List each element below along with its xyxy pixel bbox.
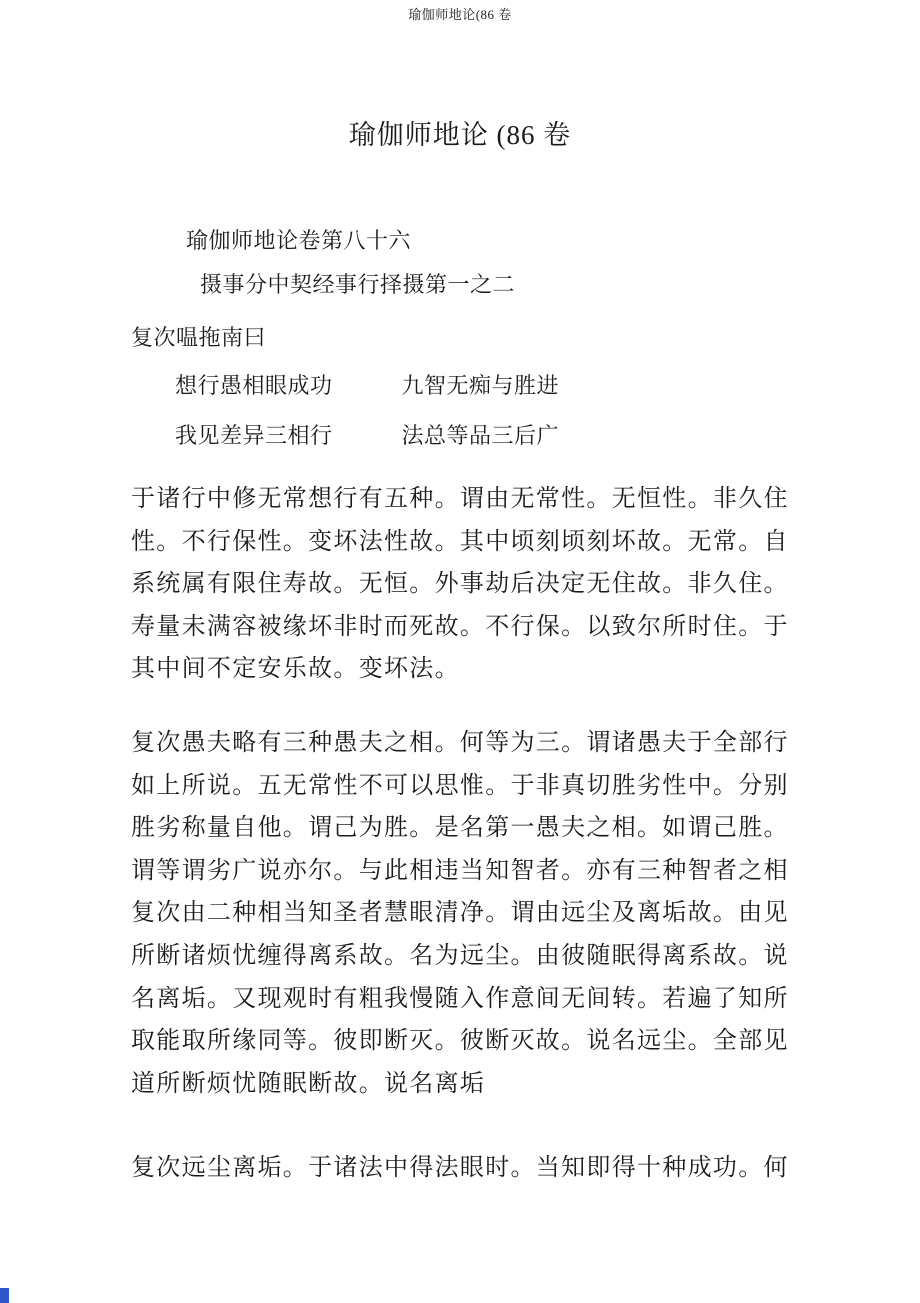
running-header-text: 瑜伽师地论(86 卷 bbox=[408, 7, 512, 22]
text-line: 胜劣称量自他。谓己为胜。是名第一愚夫之相。如谓己胜。 bbox=[131, 815, 789, 842]
verse-1-right: 九智无痴与胜进 bbox=[401, 373, 560, 398]
verse-2-left: 我见差异三相行 bbox=[175, 423, 333, 448]
verse-1-left: 想行愚相眼成功 bbox=[175, 373, 333, 398]
verse-2-right: 法总等品三后广 bbox=[401, 423, 560, 448]
text-line: 系统属有限住寿故。无恒。外事劫后决定无住故。非久住。 bbox=[131, 571, 789, 598]
text-line: 道所断烦忧随眠断故。说名离垢 bbox=[131, 1070, 486, 1097]
text-line: 于诸行中修无常想行有五种。谓由无常性。无恒性。非久住 bbox=[131, 486, 789, 512]
text-line: 性。不行保性。变坏法性故。其中顷刻顷刻坏故。无常。自 bbox=[131, 528, 789, 555]
uddana-intro: 复次嗢拖南曰 bbox=[131, 325, 267, 350]
verse-line-1 bbox=[175, 369, 559, 400]
section-heading: 摄事分中契经事行择摄第一之二 bbox=[200, 272, 516, 297]
text-line: 其中间不定安乐故。变坏法。 bbox=[131, 656, 460, 683]
text-line: 复次远尘离垢。于诸法中得法眼时。当知即得十种成功。何 bbox=[131, 1155, 789, 1181]
chapter-heading: 瑜伽师地论卷第八十六 bbox=[186, 228, 412, 253]
running-header bbox=[0, 4, 920, 23]
paragraph-3 bbox=[131, 1147, 803, 1190]
text-line: 谓等谓劣广说亦尔。与此相违当知智者。亦有三种智者之相 bbox=[131, 857, 789, 884]
text-line: 取能取所缘同等。彼即断灭。彼断灭故。说名远尘。全部见 bbox=[131, 1028, 789, 1055]
text-line: 复次由二种相当知圣者慧眼清净。谓由远尘及离垢故。由见 bbox=[131, 900, 789, 927]
text-line: 所断诸烦忧缠得离系故。名为远尘。由彼随眠得离系故。说 bbox=[131, 942, 789, 969]
paragraph-1 bbox=[131, 478, 803, 691]
text-line: 如上所说。五无常性不可以思惟。于非真切胜劣性中。分别 bbox=[131, 772, 789, 799]
text-line: 寿量未满容被缘坏非时而死故。不行保。以致尔所时住。于 bbox=[131, 613, 789, 640]
document-title: 瑜伽师地论 (86 卷 bbox=[348, 120, 572, 150]
text-line: 名离垢。又现观时有粗我慢随入作意间无间转。若遍了知所 bbox=[131, 985, 789, 1012]
text-line: 复次愚夫略有三种愚夫之相。何等为三。谓诸愚夫于全部行 bbox=[131, 730, 789, 756]
verse-line-2 bbox=[175, 419, 559, 450]
corner-artifact bbox=[0, 1288, 9, 1303]
paragraph-2 bbox=[131, 722, 803, 1105]
